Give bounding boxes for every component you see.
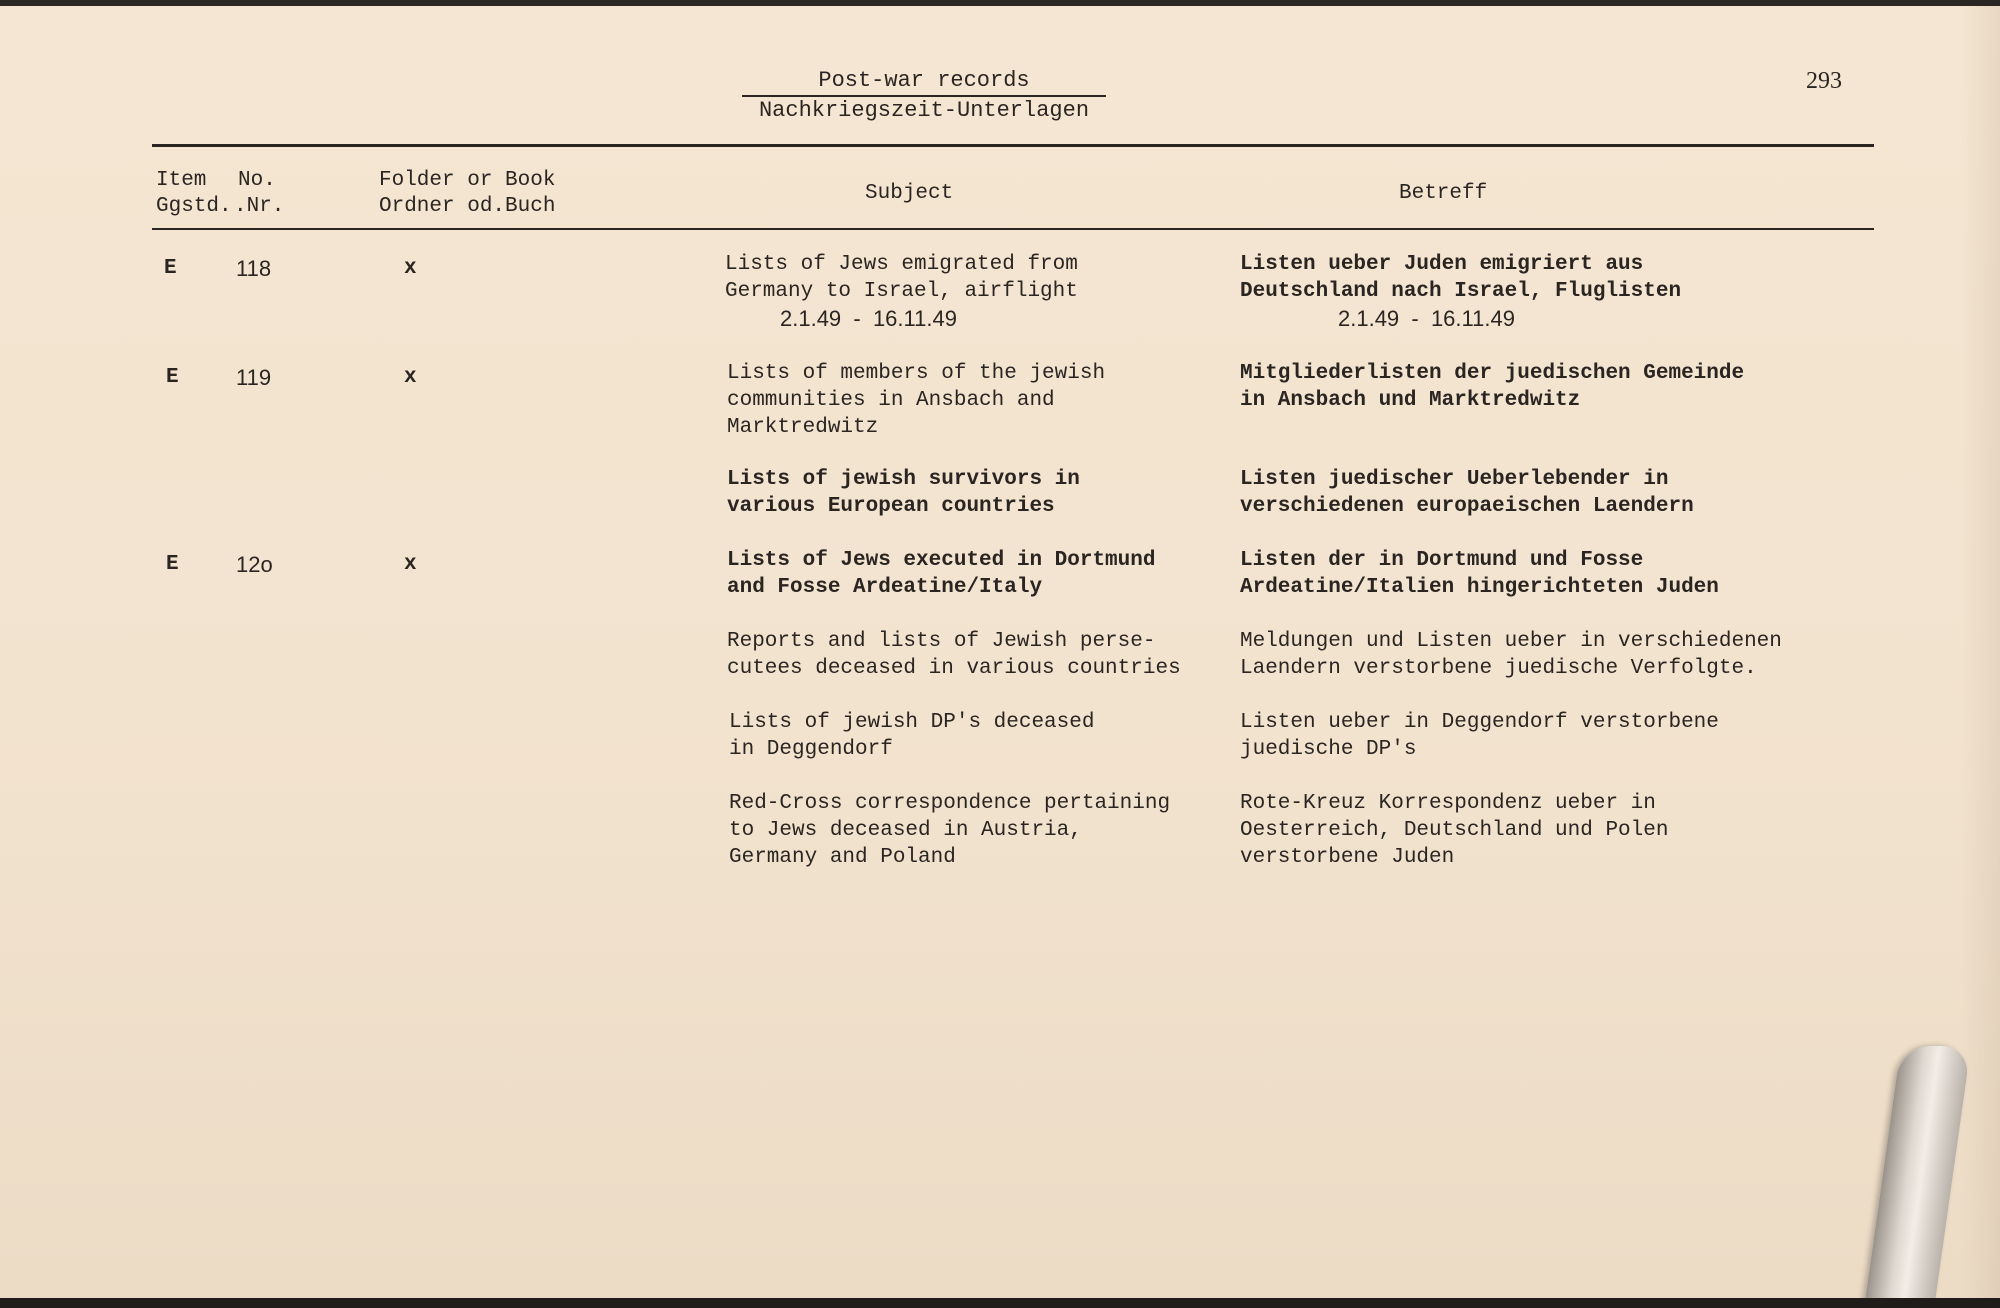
row-120-item: E (166, 553, 179, 576)
row-120-subject-3: Lists of jewish DP's deceased in Deggendorf (729, 711, 1095, 761)
scan-bottom-edge (0, 1298, 2000, 1308)
row-120-folder: x (404, 553, 417, 576)
row-119-betreff-2: Listen juedischer Ueberlebender in verschiedenen europaeischen Laendern (1240, 468, 1694, 518)
header-folder-de: Ordner od.Buch (379, 195, 556, 218)
header-folder: Folder or Book (379, 169, 556, 192)
page-clip (1863, 1046, 1971, 1298)
row-119-item: E (166, 366, 179, 389)
table-header-rule (152, 228, 1874, 230)
document-page (0, 6, 2000, 1298)
header-betreff: Betreff (1399, 182, 1488, 205)
row-119-subject-2: Lists of jewish survivors in various European countries (727, 468, 1080, 518)
page-number: 293 (1806, 68, 1842, 94)
row-120-betreff-1: Listen der in Dortmund und Fosse Ardeatine/Italien hingerichteten Juden (1240, 549, 1719, 599)
header-item-de: Ggstd. (156, 195, 232, 218)
row-119-betreff-1: Mitgliederlisten der juedischen Gemeinde in Ansbach und Marktredwitz (1240, 362, 1745, 412)
row-118-no: 118 (236, 256, 272, 281)
title-german: Nachkriegszeit-Unterlagen (758, 98, 1090, 123)
row-120-subject-4: Red-Cross correspondence pertaining to Jews deceased in Austria, Germany and Poland (729, 792, 1171, 869)
page-edge-shadow (1960, 6, 2000, 1298)
page-title (742, 68, 1106, 125)
row-118-subject-date: 2.1.49 - 16.11.49 (780, 306, 957, 331)
table-top-rule (152, 144, 1874, 147)
row-120-betreff-2: Meldungen und Listen ueber in verschiedenen Laendern verstorbene juedische Verfolgte. (1240, 630, 1782, 680)
row-120-betreff-3: Listen ueber in Deggendorf verstorbene juedische DP's (1240, 711, 1719, 761)
row-118-subject: Lists of Jews emigrated from Germany to Israel, airflight (725, 253, 1078, 303)
row-119-folder: x (404, 366, 417, 389)
row-118-betreff-date: 2.1.49 - 16.11.49 (1338, 306, 1515, 331)
row-118-betreff: Listen ueber Juden emigriert aus Deutschland nach Israel, Fluglisten (1240, 253, 1682, 303)
row-118-item: E (164, 257, 177, 280)
title-english: Post-war records (742, 68, 1106, 97)
row-119-subject-1: Lists of members of the jewish communities in Ansbach and Marktredwitz (727, 362, 1106, 439)
row-120-no: 12o (236, 552, 273, 577)
header-item: Item (156, 169, 207, 192)
row-120-subject-1: Lists of Jews executed in Dortmund and Fosse Ardeatine/Italy (727, 549, 1156, 599)
row-118-folder: x (404, 257, 417, 280)
header-no: No. (238, 169, 276, 192)
row-119-no: 119 (236, 365, 272, 390)
header-subject: Subject (865, 182, 954, 205)
row-120-subject-2: Reports and lists of Jewish perse- cutees deceased in various countries (727, 630, 1181, 680)
row-120-betreff-4: Rote-Kreuz Korrespondenz ueber in Oesterreich, Deutschland und Polen verstorbene Juden (1240, 792, 1669, 869)
header-no-de: .Nr. (234, 195, 285, 218)
